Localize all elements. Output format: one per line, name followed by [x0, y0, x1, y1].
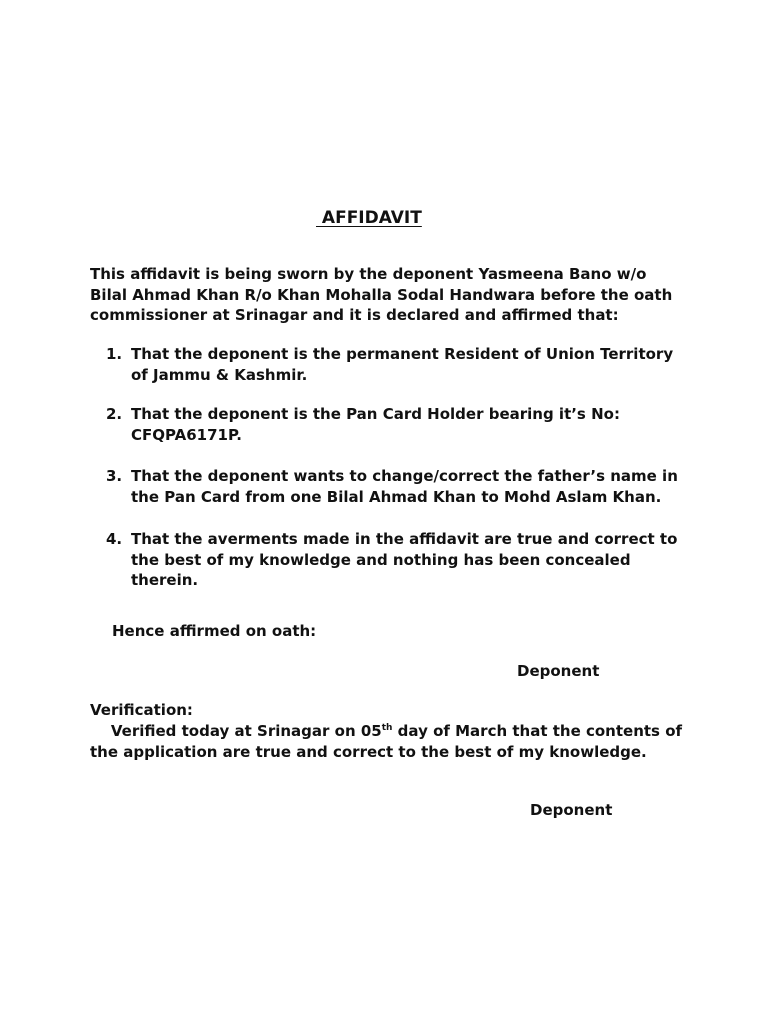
deponent-verification-label: Deponent	[530, 801, 613, 819]
list-item-text: That the deponent wants to change/correct the father’s name in the Pan Card from one Bilal Ahmad Khan to Mohd Aslam Khan.	[131, 467, 678, 506]
verification-paragraph	[90, 721, 700, 762]
intro-paragraph: This affidavit is being sworn by the deponent Yasmeena Bano w/o Bilal Ahmad Khan R/o Khan Mohalla Sodal Handwara before the oath commissioner at Srinagar and it is declared and affirmed that:	[90, 265, 673, 324]
list-item-text: That the deponent is the Pan Card Holder bearing it’s No: CFQPA6171P.	[131, 405, 620, 444]
list-item-text: That the averments made in the affidavit are true and correct to the best of my knowledge and nothing has been concealed therein.	[131, 530, 678, 589]
verification-heading: Verification:	[90, 701, 193, 719]
list-item-number: 3.	[106, 467, 123, 485]
deponent-signature-label: Deponent	[517, 662, 600, 680]
list-item-text: That the deponent is the permanent Resident of Union Territory of Jammu & Kashmir.	[131, 345, 674, 384]
verification-text-end: day of March that the contents of the application are true and correct to the best of my knowledge.	[90, 722, 683, 761]
list-item-number: 4.	[106, 530, 123, 548]
verification-text-start: Verified today at Srinagar on 05	[90, 722, 382, 740]
list-item-number: 2.	[106, 405, 123, 423]
ordinal-superscript: th	[381, 723, 393, 733]
list-item-number: 1.	[106, 345, 123, 363]
document-title: AFFIDAVIT	[316, 208, 422, 228]
hence-affirmed-line: Hence affirmed on oath:	[112, 622, 317, 640]
